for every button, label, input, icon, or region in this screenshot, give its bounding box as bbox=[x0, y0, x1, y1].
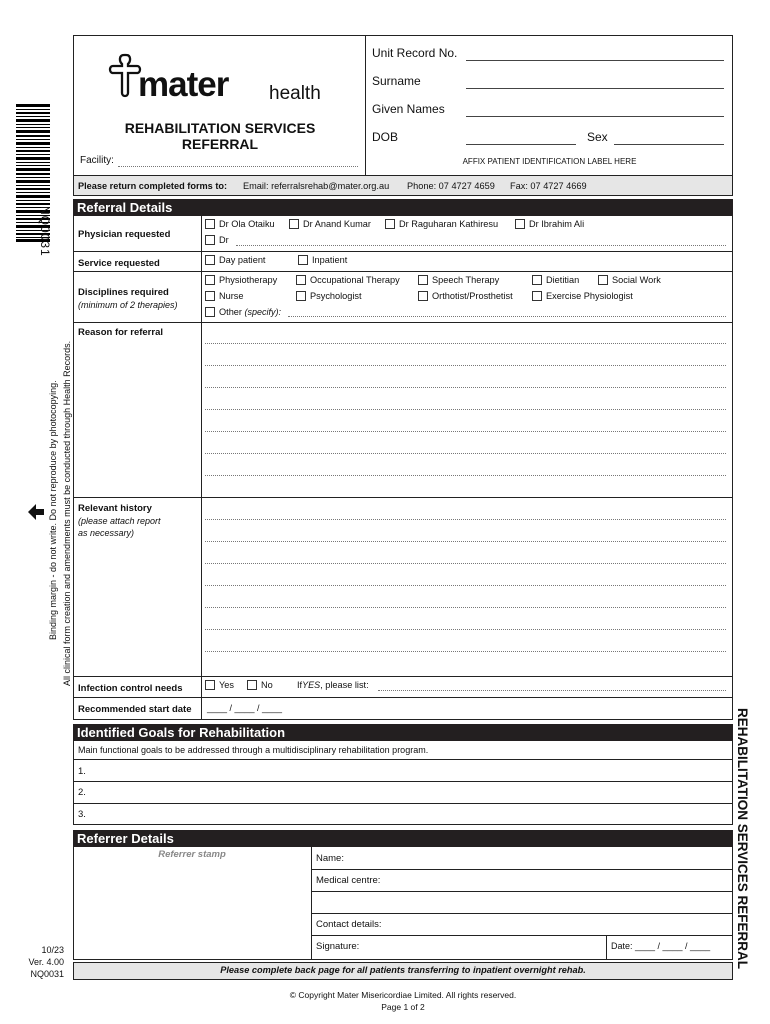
discipline-other-field[interactable] bbox=[288, 316, 726, 317]
discipline-orthotist[interactable] bbox=[418, 291, 513, 301]
history-line-2[interactable] bbox=[205, 541, 726, 542]
option-label: Dr Raguharan Kathiresu bbox=[399, 219, 499, 229]
option-label: Orthotist/Prosthetist bbox=[432, 291, 513, 301]
checkbox[interactable] bbox=[296, 275, 306, 285]
reason-line-6[interactable] bbox=[205, 453, 726, 454]
logo-suffix: health bbox=[269, 83, 321, 104]
checkbox[interactable] bbox=[532, 275, 542, 285]
reason-line-5[interactable] bbox=[205, 431, 726, 432]
form-title-line2: REFERRAL bbox=[181, 136, 259, 152]
option-label: Yes bbox=[219, 680, 234, 690]
checkbox[interactable] bbox=[418, 275, 428, 285]
option-label: No bbox=[261, 680, 273, 690]
return-phone: Phone: 07 4727 4659 bbox=[407, 181, 495, 191]
unit-record-label: Unit Record No. bbox=[372, 46, 458, 60]
history-line-3[interactable] bbox=[205, 563, 726, 564]
history-sublabel-2: as necessary) bbox=[78, 528, 135, 538]
surname-label: Surname bbox=[372, 74, 421, 88]
form-code-vertical: NQ0031 bbox=[38, 206, 52, 257]
checkbox[interactable] bbox=[532, 291, 542, 301]
physician-option-4[interactable] bbox=[515, 219, 584, 229]
option-label: Exercise Physiologist bbox=[546, 291, 633, 301]
goal-item-3[interactable]: 3. bbox=[78, 809, 86, 820]
service-inpatient[interactable] bbox=[298, 255, 347, 265]
option-label: Dr Ibrahim Ali bbox=[529, 219, 585, 229]
goals-description: Main functional goals to be addressed through a multidisciplinary rehabilitation program. bbox=[78, 745, 429, 755]
option-label: Occupational Therapy bbox=[310, 275, 400, 285]
infection-if-yes bbox=[297, 680, 369, 690]
if-yes-pre: If bbox=[297, 680, 303, 690]
checkbox[interactable] bbox=[205, 235, 215, 245]
goal-item-1[interactable]: 1. bbox=[78, 766, 86, 777]
discipline-psychologist[interactable] bbox=[296, 291, 362, 301]
discipline-physiotherapy[interactable] bbox=[205, 275, 277, 285]
option-label: Dr Anand Kumar bbox=[303, 219, 371, 229]
discipline-nurse[interactable] bbox=[205, 291, 244, 301]
option-label: Psychologist bbox=[310, 291, 362, 301]
logo-word: mater bbox=[138, 65, 229, 104]
checkbox[interactable] bbox=[247, 680, 257, 690]
checkbox[interactable] bbox=[515, 219, 525, 229]
history-line-4[interactable] bbox=[205, 585, 726, 586]
checkbox[interactable] bbox=[598, 275, 608, 285]
referrer-date-field[interactable]: Date: ____ / ____ / ____ bbox=[611, 941, 711, 951]
facility-label: Facility: bbox=[80, 155, 114, 166]
version-date: 10/23 bbox=[41, 945, 64, 955]
checkbox[interactable] bbox=[385, 219, 395, 229]
history-line-5[interactable] bbox=[205, 607, 726, 608]
reason-line-1[interactable] bbox=[205, 343, 726, 344]
form-code: NQ0031 bbox=[30, 969, 64, 979]
history-line-1[interactable] bbox=[205, 519, 726, 520]
referrer-name-label: Name: bbox=[316, 853, 344, 864]
return-email: Email: referralsrehab@mater.org.au bbox=[243, 181, 390, 191]
version-block bbox=[18, 944, 64, 980]
checkbox[interactable] bbox=[205, 307, 215, 317]
infection-list-field[interactable] bbox=[378, 690, 726, 691]
physician-option-1[interactable] bbox=[205, 219, 275, 229]
discipline-exercise-physiologist[interactable] bbox=[532, 291, 633, 301]
checkbox[interactable] bbox=[418, 291, 428, 301]
disciplines-label-text: Disciplines required bbox=[78, 287, 169, 298]
option-label: Speech Therapy bbox=[432, 275, 500, 285]
given-names-field[interactable] bbox=[466, 116, 724, 117]
copyright-note: © Copyright Mater Misericordiae Limited. All rights reserved. bbox=[289, 990, 517, 1000]
mater-logo bbox=[108, 52, 348, 112]
mater-cross-icon bbox=[108, 52, 142, 100]
dob-label: DOB bbox=[372, 130, 399, 144]
disciplines-sublabel: (minimum of 2 therapies) bbox=[78, 300, 178, 310]
affix-label-note: AFFIX PATIENT IDENTIFICATION LABEL HERE bbox=[462, 157, 637, 166]
history-line-6[interactable] bbox=[205, 629, 726, 630]
form-title-line1: REHABILITATION SERVICES bbox=[124, 120, 316, 136]
side-title: REHABILITATION SERVICES REFERRAL bbox=[735, 708, 750, 970]
infection-label: Infection control needs bbox=[78, 683, 183, 694]
reason-label: Reason for referral bbox=[78, 327, 164, 338]
history-label bbox=[78, 503, 161, 539]
history-line-7[interactable] bbox=[205, 651, 726, 652]
sex-field[interactable] bbox=[614, 144, 724, 145]
version-number: Ver. 4.00 bbox=[28, 957, 64, 967]
checkbox[interactable] bbox=[205, 219, 215, 229]
binding-margin-note-1: Binding margin - do not write. Do not reproduce by photocopying. bbox=[48, 380, 58, 640]
physician-other-field[interactable] bbox=[236, 245, 726, 246]
option-label: Social Work bbox=[612, 275, 661, 285]
reason-line-2[interactable] bbox=[205, 365, 726, 366]
option-label: Dr Ola Otaiku bbox=[219, 219, 275, 229]
if-yes-post: , please list: bbox=[320, 680, 369, 690]
goal-item-2[interactable]: 2. bbox=[78, 787, 86, 798]
return-fax: Fax: 07 4727 4669 bbox=[510, 181, 587, 191]
physician-option-2[interactable] bbox=[289, 219, 371, 229]
reason-line-7[interactable] bbox=[205, 475, 726, 476]
referrer-stamp-label: Referrer stamp bbox=[158, 849, 226, 860]
if-yes-emphasis: YES bbox=[302, 680, 321, 690]
checkbox[interactable] bbox=[296, 291, 306, 301]
checkbox[interactable] bbox=[205, 255, 215, 265]
surname-field[interactable] bbox=[466, 88, 724, 89]
checkbox[interactable] bbox=[298, 255, 308, 265]
other-specify-label: (specify): bbox=[244, 307, 282, 317]
start-date-field[interactable]: ____ / ____ / ____ bbox=[207, 703, 283, 713]
referrer-stamp-area[interactable] bbox=[74, 849, 310, 959]
discipline-social-work[interactable] bbox=[598, 275, 661, 285]
referrer-contact-label: Contact details: bbox=[316, 919, 382, 930]
checkbox[interactable] bbox=[205, 291, 215, 301]
discipline-occupational-therapy[interactable] bbox=[296, 275, 400, 285]
page-number: Page 1 of 2 bbox=[381, 1002, 425, 1012]
physician-label: Physician requested bbox=[78, 229, 171, 240]
checkbox[interactable] bbox=[205, 275, 215, 285]
option-label: Day patient bbox=[219, 255, 266, 265]
given-names-label: Given Names bbox=[372, 102, 445, 116]
referrer-heading: Referrer Details bbox=[73, 830, 733, 847]
start-date-label: Recommended start date bbox=[78, 704, 192, 715]
referrer-signature-label: Signature: bbox=[316, 941, 360, 952]
goals-heading: Identified Goals for Rehabilitation bbox=[73, 724, 733, 741]
disciplines-label bbox=[78, 287, 178, 311]
sex-label: Sex bbox=[587, 130, 608, 144]
history-label-text: Relevant history bbox=[78, 503, 152, 514]
binding-arrow-icon bbox=[28, 503, 44, 526]
checkbox[interactable] bbox=[289, 219, 299, 229]
service-day-patient[interactable] bbox=[205, 255, 265, 265]
discipline-speech-therapy[interactable] bbox=[418, 275, 499, 285]
option-label: Nurse bbox=[219, 291, 244, 301]
option-label: Dietitian bbox=[546, 275, 580, 285]
binding-margin-note-2: All clinical form creation and amendments must be conducted through Health Records. bbox=[62, 340, 72, 686]
dob-field[interactable] bbox=[466, 144, 576, 145]
infection-yes[interactable] bbox=[205, 680, 234, 690]
referrer-centre-label: Medical centre: bbox=[316, 875, 381, 886]
reason-line-4[interactable] bbox=[205, 409, 726, 410]
option-label: Other bbox=[219, 307, 242, 317]
history-sublabel-1: (please attach report bbox=[78, 516, 161, 526]
reason-line-3[interactable] bbox=[205, 387, 726, 388]
referral-details-heading: Referral Details bbox=[73, 199, 733, 216]
return-label: Please return completed forms to: bbox=[78, 181, 228, 191]
physician-option-3[interactable] bbox=[385, 219, 498, 229]
discipline-dietitian[interactable] bbox=[532, 275, 579, 285]
option-label: Inpatient bbox=[312, 255, 348, 265]
discipline-other[interactable] bbox=[205, 307, 281, 317]
infection-no[interactable] bbox=[247, 680, 273, 690]
service-label: Service requested bbox=[78, 258, 160, 269]
checkbox[interactable] bbox=[205, 680, 215, 690]
option-label: Dr bbox=[219, 235, 229, 245]
physician-option-other[interactable] bbox=[205, 235, 229, 245]
facility-field[interactable] bbox=[118, 165, 358, 167]
unit-record-field[interactable] bbox=[466, 60, 724, 61]
form-title bbox=[80, 120, 360, 152]
option-label: Physiotherapy bbox=[219, 275, 278, 285]
footer-note: Please complete back page for all patients transferring to inpatient overnight rehab. bbox=[220, 965, 586, 975]
